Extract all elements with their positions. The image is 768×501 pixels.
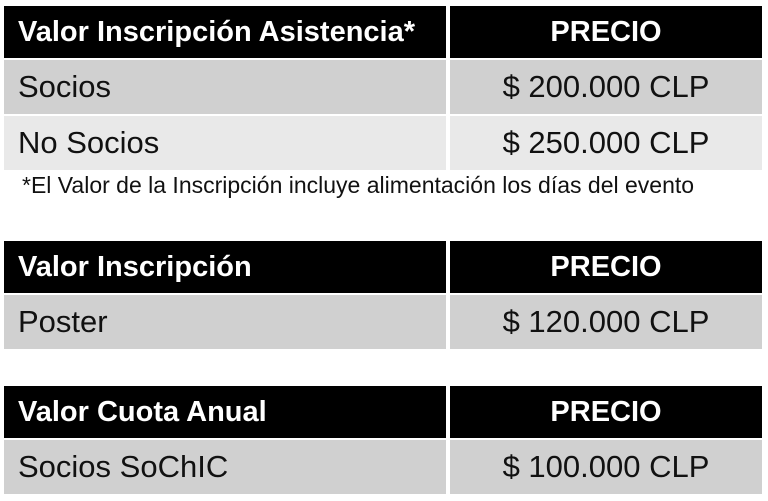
footnote: *El Valor de la Inscripción incluye alimentación los días del evento [22,172,695,198]
row-label: Poster [4,295,446,349]
row-label: Socios [4,60,446,114]
table-row [4,440,762,496]
row-price: $ 100.000 CLP [446,440,762,494]
header-label: Valor Cuota Anual [4,386,446,438]
table-header-row [4,386,762,440]
registration-attendance-table [4,6,762,172]
row-price: $ 200.000 CLP [446,60,762,114]
table-header-row [4,6,762,60]
table-row [4,116,762,172]
header-price: PRECIO [446,6,762,58]
row-label: No Socios [4,116,446,170]
row-label: Socios SoChIC [4,440,446,494]
header-label: Valor Inscripción Asistencia* [4,6,446,58]
table-row [4,295,762,351]
row-price: $ 250.000 CLP [446,116,762,170]
header-price: PRECIO [446,386,762,438]
annual-fee-table [4,386,762,496]
table-row [4,60,762,116]
table-header-row [4,241,762,295]
header-price: PRECIO [446,241,762,293]
row-price: $ 120.000 CLP [446,295,762,349]
registration-poster-table [4,241,762,351]
header-label: Valor Inscripción [4,241,446,293]
